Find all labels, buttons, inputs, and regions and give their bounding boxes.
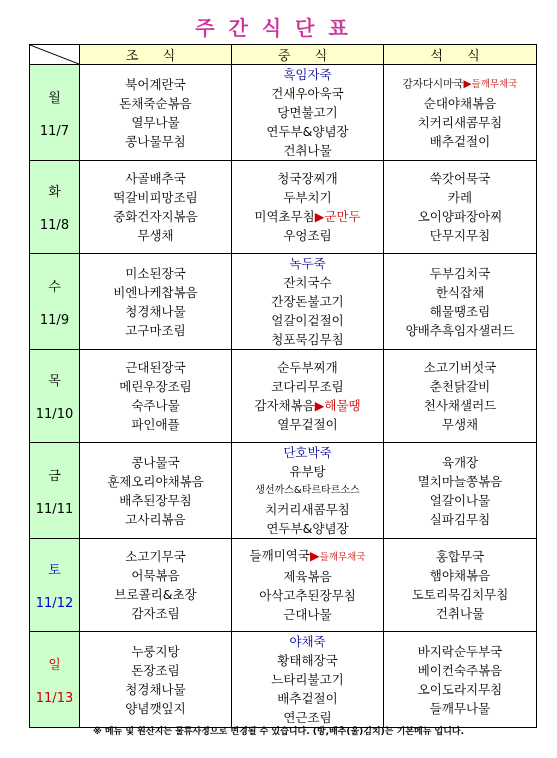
lunch-item: 당면불고기 — [277, 105, 338, 120]
menu-body — [30, 65, 537, 728]
dinner-item: 베이컨숙주볶음 — [417, 662, 503, 678]
dinner-special-item-arrow: ▶ — [463, 77, 472, 90]
day-row — [30, 443, 537, 539]
footer-note: ※ 메뉴 및 원산지는 물류사정으로 변경될 수 있습니다. (방,배추(울)김치)는 기본메뉴 입니다. — [92, 727, 465, 737]
dinner-item: 춘천닭갈비 — [429, 379, 491, 394]
dinner-item: 소고기버섯국 — [423, 360, 497, 375]
lunch-special-item-extra: 들깨무채국 — [319, 552, 366, 563]
weekly-menu-table — [29, 44, 537, 728]
lunch-item: 청포묵김무침 — [271, 332, 344, 347]
day-cell — [30, 632, 80, 728]
breakfast-item: 콩나물무침 — [125, 133, 186, 149]
lunch-cell — [232, 350, 384, 443]
breakfast-cell — [80, 161, 232, 254]
lunch-special-item — [232, 546, 383, 567]
dinner-cell — [384, 632, 537, 728]
lunch-item: 유부탕 — [289, 464, 326, 479]
dinner-item: 천사채샐러드 — [423, 398, 497, 413]
lunch-special-item — [232, 207, 383, 226]
breakfast-item: 미소된장국 — [125, 265, 186, 281]
lunch-item: 근대나물 — [283, 607, 332, 622]
day-row — [30, 350, 537, 443]
lunch-item: 순두부찌개 — [277, 360, 338, 375]
day-name: 화 — [48, 185, 61, 200]
lunch-item: 간장돈불고기 — [271, 294, 344, 309]
dinner-item: 건취나물 — [435, 606, 485, 621]
day-row — [30, 161, 537, 254]
lunch-cell — [232, 539, 384, 632]
breakfast-item: 누룽지탕 — [131, 643, 180, 659]
dinner-special-item-extra: 들깨무채국 — [471, 78, 518, 90]
lunch-item: 아삭고추된장무침 — [259, 588, 356, 603]
dinner-item: 홍합무국 — [435, 549, 485, 564]
lunch-special-item — [232, 396, 383, 415]
day-name: 토 — [48, 563, 61, 578]
dinner-item: 오이양파장아찌 — [417, 209, 503, 224]
lunch-special-item-main: 감자채볶음 — [254, 398, 315, 413]
lunch-item: 연두부&양념장 — [266, 124, 349, 139]
lunch-cell — [232, 443, 384, 539]
breakfast-item: 청경채나물 — [125, 303, 186, 319]
breakfast-item: 어묵볶음 — [131, 568, 180, 583]
dinner-item: 멸치마늘쫑볶음 — [417, 473, 503, 489]
day-name: 월 — [48, 90, 61, 106]
day-cell — [30, 539, 80, 632]
dinner-item: 육개장 — [441, 454, 479, 470]
dinner-item: 카레 — [447, 190, 473, 205]
dinner-cell — [384, 254, 537, 350]
breakfast-item: 양념깻잎지 — [125, 700, 186, 716]
lunch-item: 코다리무조림 — [271, 379, 344, 394]
day-cell — [30, 254, 80, 350]
dinner-item: 무생채 — [441, 417, 479, 432]
lunch-cell — [232, 632, 384, 728]
breakfast-item: 북어계란국 — [125, 76, 186, 92]
breakfast-item: 중화건자지볶음 — [113, 209, 198, 224]
dinner-special-item — [384, 75, 536, 94]
lunch-item: 우엉조림 — [283, 228, 332, 243]
breakfast-item: 고구마조림 — [125, 322, 186, 338]
lunch-item: 잔치국수 — [283, 275, 332, 290]
lunch-item: 제육볶음 — [283, 569, 332, 584]
day-row — [30, 65, 537, 161]
diagonal-line — [30, 45, 79, 64]
breakfast-cell — [80, 443, 232, 539]
lunch-special-item-main: 미역초무침 — [254, 209, 315, 224]
day-date: 11/12 — [35, 596, 74, 611]
lunch-special-item-main: 들깨미역국 — [249, 548, 310, 563]
breakfast-item: 청경채나물 — [125, 681, 186, 697]
lunch-item: 청국장찌개 — [277, 171, 338, 186]
lunch-item: 건새우아욱국 — [271, 86, 344, 101]
lunch-item: 연근조림 — [283, 710, 332, 725]
breakfast-cell — [80, 65, 232, 161]
lunch-special-item-extra: 군만두 — [324, 209, 361, 224]
breakfast-item: 근대된장국 — [125, 360, 186, 375]
breakfast-item: 숙주나물 — [131, 398, 180, 413]
breakfast-cell — [80, 632, 232, 728]
day-row — [30, 254, 537, 350]
day-row — [30, 539, 537, 632]
breakfast-item: 소고기무국 — [125, 549, 186, 564]
day-cell — [30, 443, 80, 539]
dinner-item: 치커리새콤무침 — [417, 114, 503, 130]
dinner-item: 도토리묵김치무침 — [411, 587, 509, 602]
breakfast-item: 비엔나케찹볶음 — [113, 284, 198, 300]
lunch-special-item-extra: 해물땡 — [324, 398, 361, 413]
dinner-item: 얼갈이나물 — [429, 492, 491, 508]
header-breakfast: 조 식 — [80, 45, 232, 65]
lunch-cell — [232, 161, 384, 254]
breakfast-cell — [80, 539, 232, 632]
breakfast-item: 열무나물 — [131, 114, 180, 130]
dinner-item: 단무지무침 — [429, 228, 491, 243]
dinner-item: 순대야채볶음 — [423, 95, 497, 111]
dinner-item: 바지락순두부국 — [417, 643, 503, 659]
day-cell — [30, 161, 80, 254]
dinner-special-item-main: 감자다시마국 — [402, 77, 464, 90]
lunch-item: 얼갈이겉절이 — [271, 313, 344, 328]
breakfast-cell — [80, 350, 232, 443]
day-row — [30, 632, 537, 728]
breakfast-item: 배추된장무침 — [119, 492, 192, 508]
breakfast-item: 떡갈비피망조림 — [113, 190, 198, 205]
lunch-item: 배추겉절이 — [277, 691, 338, 706]
dinner-item: 오이도라지무침 — [417, 681, 503, 697]
day-date: 11/11 — [35, 501, 74, 517]
dinner-cell — [384, 65, 537, 161]
lunch-special-item-arrow: ▶ — [314, 398, 325, 413]
day-name: 일 — [48, 657, 61, 673]
dinner-item: 해물땡조림 — [429, 303, 491, 319]
lunch-special-item-arrow: ▶ — [309, 548, 320, 563]
porridge-item: 흑임자죽 — [283, 67, 332, 82]
breakfast-item: 무생채 — [137, 228, 174, 243]
breakfast-cell — [80, 254, 232, 350]
breakfast-item: 브로콜리&초장 — [114, 587, 197, 602]
breakfast-item: 돈채죽순볶음 — [119, 95, 192, 111]
breakfast-item: 훈제오리야채볶음 — [107, 473, 204, 489]
dinner-item: 쑥갓어묵국 — [429, 171, 491, 186]
breakfast-item: 감자조림 — [131, 606, 180, 621]
breakfast-item: 사골배추국 — [125, 171, 186, 186]
porridge-item: 야채죽 — [289, 634, 326, 649]
breakfast-item: 콩나물국 — [131, 454, 180, 470]
lunch-item: 황태해장국 — [277, 653, 338, 668]
day-date: 11/10 — [35, 407, 74, 422]
dinner-item: 들깨무나물 — [429, 700, 491, 716]
lunch-item: 두부치기 — [283, 190, 332, 205]
lunch-special-item-arrow: ▶ — [314, 209, 325, 224]
breakfast-item: 파인애플 — [131, 417, 180, 432]
dinner-cell — [384, 350, 537, 443]
header-lunch: 중 식 — [232, 45, 384, 65]
breakfast-item: 메린우장조림 — [119, 379, 192, 394]
day-cell — [30, 65, 80, 161]
day-date: 11/7 — [39, 123, 70, 139]
lunch-item: 열무겉절이 — [277, 417, 338, 432]
day-name: 목 — [48, 374, 61, 389]
breakfast-item: 고사리볶음 — [125, 511, 186, 527]
lunch-item: 느타리불고기 — [271, 672, 344, 687]
dinner-item: 양배추흑임자샐러드 — [405, 322, 515, 338]
lunch-item: 치커리새콤무침 — [265, 502, 350, 517]
lunch-item: 연두부&양념장 — [266, 521, 349, 536]
dinner-cell — [384, 539, 537, 632]
lunch-cell — [232, 65, 384, 161]
dinner-item: 두부김치국 — [429, 265, 491, 281]
lunch-item: 생선까스&타르타르소스 — [255, 485, 360, 496]
porridge-item: 녹두죽 — [289, 256, 326, 271]
dinner-item: 한식잡채 — [435, 284, 485, 300]
porridge-item: 단호박죽 — [283, 445, 332, 460]
day-cell — [30, 350, 80, 443]
header-dinner: 석 식 — [384, 45, 537, 65]
dinner-item: 배추겉절이 — [429, 133, 491, 149]
dinner-item: 실파김무침 — [429, 511, 491, 527]
lunch-item: 건취나물 — [283, 143, 332, 158]
dinner-cell — [384, 161, 537, 254]
breakfast-item: 돈장조림 — [131, 662, 180, 678]
day-name: 수 — [48, 279, 61, 295]
day-date: 11/9 — [39, 312, 70, 328]
corner-cell — [30, 45, 80, 65]
day-date: 11/8 — [39, 218, 70, 233]
dinner-item: 햄야채볶음 — [429, 568, 491, 583]
page-title: 주간식단표 — [195, 16, 362, 40]
day-date: 11/13 — [35, 690, 74, 706]
dinner-cell — [384, 443, 537, 539]
day-name: 금 — [48, 468, 61, 484]
lunch-cell — [232, 254, 384, 350]
